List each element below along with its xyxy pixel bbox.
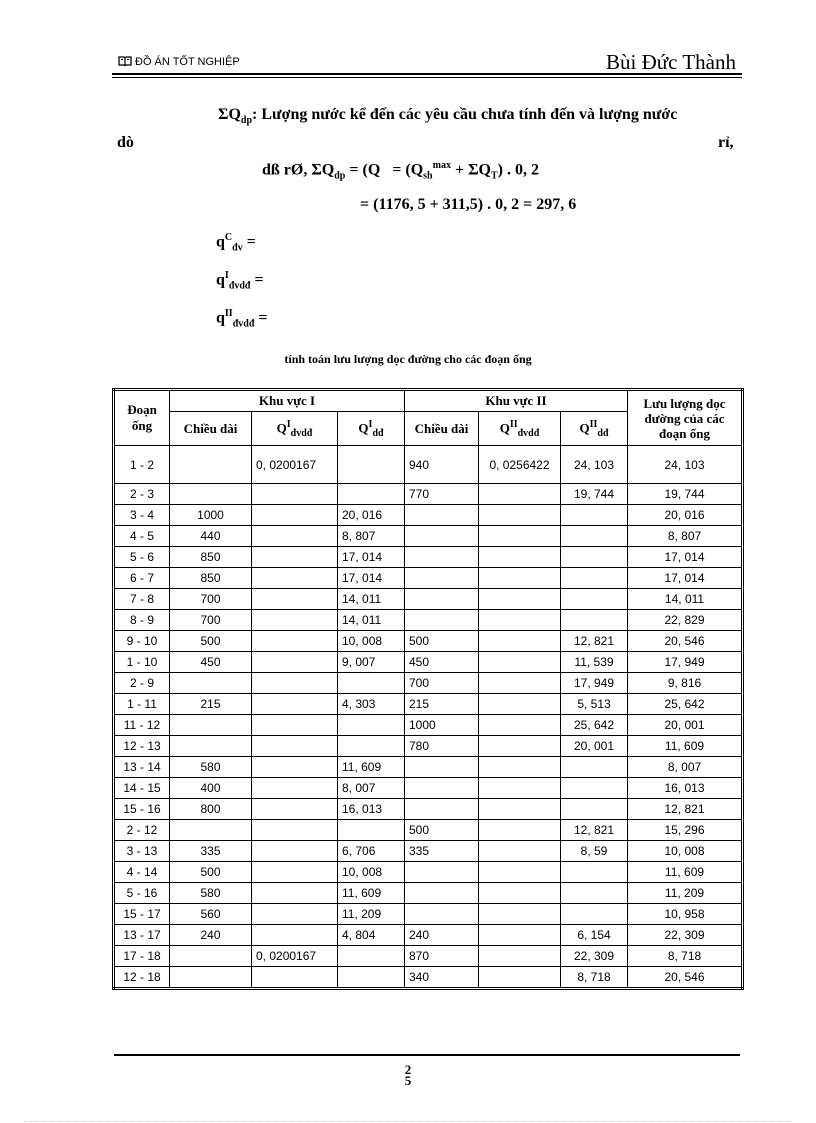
flow-table <box>112 388 744 990</box>
cell-total: 11, 609 <box>628 862 743 883</box>
table-row <box>114 547 743 568</box>
cell-q2-unit <box>479 547 561 568</box>
cell-length-2 <box>405 757 479 778</box>
cell-q2-unit <box>479 505 561 526</box>
cell-q1-unit <box>252 652 338 673</box>
cell-total: 11, 609 <box>628 736 743 757</box>
cell-q1-unit <box>252 610 338 631</box>
col-header-zone-2: Khu vực II <box>405 390 628 412</box>
header-author: Bùi Đức Thành <box>606 50 736 74</box>
paragraph-line-2-right: rỉ, <box>718 134 734 151</box>
cell-length-2 <box>405 505 479 526</box>
cell-q2 <box>561 883 628 904</box>
cell-length-1: 700 <box>170 610 252 631</box>
col-header-length-2: Chiều dài <box>405 412 479 446</box>
table-row <box>114 862 743 883</box>
cell-total: 20, 546 <box>628 631 743 652</box>
cell-segment: 12 - 18 <box>114 967 170 989</box>
cell-total: 8, 807 <box>628 526 743 547</box>
cell-length-1: 240 <box>170 925 252 946</box>
cell-length-2: 940 <box>405 446 479 484</box>
eq1-part-d: ) . 0, 2 <box>497 161 539 179</box>
cell-length-2: 240 <box>405 925 479 946</box>
cell-q2 <box>561 505 628 526</box>
table-row <box>114 526 743 547</box>
cell-q1-unit <box>252 568 338 589</box>
cell-q1: 11, 609 <box>338 883 405 904</box>
cell-q2-unit <box>479 484 561 505</box>
page-number-bottom: 5 <box>404 1073 412 1088</box>
cell-length-2: 215 <box>405 694 479 715</box>
cell-q1: 17, 014 <box>338 568 405 589</box>
cell-q2-unit <box>479 883 561 904</box>
table-row <box>114 568 743 589</box>
equation-2: = (1176, 5 + 311,5) . 0, 2 = 297, 6 <box>360 196 577 213</box>
cell-q1: 11, 209 <box>338 904 405 925</box>
cell-segment: 5 - 16 <box>114 883 170 904</box>
col-header-q2-unit: $Q^{II}_{đvdđ}$ <box>479 412 561 446</box>
cell-q2 <box>561 799 628 820</box>
eq1-part-a: dß rØ, ΣQ <box>262 161 335 179</box>
cell-total: 9, 816 <box>628 673 743 694</box>
cell-length-1: 500 <box>170 631 252 652</box>
table-row <box>114 505 743 526</box>
cell-length-2: 780 <box>405 736 479 757</box>
cell-segment: 15 - 16 <box>114 799 170 820</box>
cell-q2-unit <box>479 568 561 589</box>
cell-q1: 8, 807 <box>338 526 405 547</box>
q2-sub: đvdđ <box>228 280 251 292</box>
cell-q2: 11, 539 <box>561 652 628 673</box>
col-header-q1: $Q^I_{dđ}$ <box>338 412 405 446</box>
q2-eq: = <box>250 271 264 289</box>
cell-length-1: 1000 <box>170 505 252 526</box>
cell-length-1 <box>170 736 252 757</box>
table-row <box>114 484 743 505</box>
cell-total: 8, 718 <box>628 946 743 967</box>
cell-q2 <box>561 589 628 610</box>
col-header-q1-unit: $Q^I_{đvdđ}$ <box>252 412 338 446</box>
col-header-length-1: Chiều dài <box>170 412 252 446</box>
cell-total: 8, 007 <box>628 757 743 778</box>
cell-q1 <box>338 736 405 757</box>
cell-q1-unit: 0, 0200167 <box>252 946 338 967</box>
table-row <box>114 904 743 925</box>
q1-eq: = <box>242 233 256 251</box>
table-row <box>114 652 743 673</box>
q1-sup: C <box>224 232 233 243</box>
cell-total: 10, 008 <box>628 841 743 862</box>
table-row <box>114 736 743 757</box>
cell-length-1: 440 <box>170 526 252 547</box>
cell-segment: 11 - 12 <box>114 715 170 736</box>
col-header-q2: $Q^{II}_{dđ}$ <box>561 412 628 446</box>
cell-total: 22, 309 <box>628 925 743 946</box>
cell-segment: 2 - 9 <box>114 673 170 694</box>
cell-total: 20, 546 <box>628 967 743 989</box>
cell-length-1 <box>170 484 252 505</box>
table-row <box>114 610 743 631</box>
cell-q2-unit <box>479 925 561 946</box>
cell-length-2 <box>405 883 479 904</box>
book-icon <box>118 56 132 66</box>
cell-length-2 <box>405 862 479 883</box>
cell-q1-unit <box>252 904 338 925</box>
cell-segment: 14 - 15 <box>114 778 170 799</box>
cell-q2 <box>561 904 628 925</box>
table-caption: tính toán lưu lượng dọc đường cho các đoạn ống <box>284 352 532 366</box>
cell-length-1: 700 <box>170 589 252 610</box>
header-title-text: ĐỒ ÁN TỐT NGHIỆP <box>135 56 240 68</box>
q3-base: q <box>216 309 225 327</box>
cell-q2: 19, 744 <box>561 484 628 505</box>
cell-q1-unit <box>252 778 338 799</box>
col-header-segment: Đoạn ống <box>114 390 170 446</box>
sub-dp: dp <box>240 115 253 127</box>
cell-length-1 <box>170 967 252 989</box>
cell-q2: 22, 309 <box>561 946 628 967</box>
cell-length-2 <box>405 904 479 925</box>
eq1-sub-sh: sh <box>423 170 433 182</box>
cell-total: 20, 016 <box>628 505 743 526</box>
page-number <box>0 1064 816 1086</box>
table-row <box>114 715 743 736</box>
cell-length-2: 500 <box>405 631 479 652</box>
footer-rule <box>114 1054 740 1056</box>
cell-q2: 6, 154 <box>561 925 628 946</box>
cell-q1-unit <box>252 631 338 652</box>
sigma-q: ΣQ <box>218 106 241 123</box>
cell-length-1 <box>170 715 252 736</box>
cell-segment: 9 - 10 <box>114 631 170 652</box>
cell-total: 19, 744 <box>628 484 743 505</box>
q3-sup: II <box>224 308 233 319</box>
eq1-part-c: + ΣQ <box>450 161 491 179</box>
cell-q1: 8, 007 <box>338 778 405 799</box>
cell-q2: 20, 001 <box>561 736 628 757</box>
cell-q1-unit <box>252 715 338 736</box>
cell-length-2 <box>405 526 479 547</box>
cell-q2: 8, 59 <box>561 841 628 862</box>
cell-q2-unit <box>479 862 561 883</box>
table-row <box>114 589 743 610</box>
cell-total: 17, 014 <box>628 568 743 589</box>
cell-segment: 4 - 5 <box>114 526 170 547</box>
cell-q2: 8, 718 <box>561 967 628 989</box>
eq1-sup-max: max <box>432 160 451 171</box>
table-row <box>114 673 743 694</box>
cell-q1-unit <box>252 841 338 862</box>
cell-length-2: 335 <box>405 841 479 862</box>
cell-length-1: 215 <box>170 694 252 715</box>
cell-length-2 <box>405 568 479 589</box>
cell-q2-unit <box>479 652 561 673</box>
cell-q2 <box>561 526 628 547</box>
cell-q1: 4, 303 <box>338 694 405 715</box>
q-dvdd-1-line <box>216 270 264 292</box>
cell-total: 17, 949 <box>628 652 743 673</box>
cell-segment: 4 - 14 <box>114 862 170 883</box>
cell-q1: 14, 011 <box>338 589 405 610</box>
page-bottom-border <box>24 1121 792 1122</box>
cell-length-2 <box>405 799 479 820</box>
cell-q1 <box>338 715 405 736</box>
cell-q1-unit <box>252 694 338 715</box>
cell-length-1: 560 <box>170 904 252 925</box>
table-row <box>114 799 743 820</box>
cell-length-2: 1000 <box>405 715 479 736</box>
cell-segment: 13 - 14 <box>114 757 170 778</box>
cell-length-1: 400 <box>170 778 252 799</box>
cell-q1: 16, 013 <box>338 799 405 820</box>
cell-q1-unit <box>252 673 338 694</box>
cell-q1: 10, 008 <box>338 862 405 883</box>
cell-q2-unit: 0, 0256422 <box>479 446 561 484</box>
table-row <box>114 820 743 841</box>
cell-q1-unit: 0, 0200167 <box>252 446 338 484</box>
cell-segment: 3 - 4 <box>114 505 170 526</box>
cell-q2 <box>561 757 628 778</box>
cell-q1-unit <box>252 547 338 568</box>
equation-1 <box>262 160 539 182</box>
cell-q2 <box>561 547 628 568</box>
cell-q1-unit <box>252 757 338 778</box>
q2-base: q <box>216 271 225 289</box>
cell-q1 <box>338 967 405 989</box>
cell-segment: 17 - 18 <box>114 946 170 967</box>
cell-length-2 <box>405 778 479 799</box>
cell-q2-unit <box>479 715 561 736</box>
q-dv-line <box>216 232 256 254</box>
cell-segment: 5 - 6 <box>114 547 170 568</box>
cell-q1-unit <box>252 589 338 610</box>
cell-length-2 <box>405 589 479 610</box>
q2-sup: I <box>224 270 229 281</box>
table-row <box>114 967 743 989</box>
cell-q1-unit <box>252 820 338 841</box>
cell-length-2: 770 <box>405 484 479 505</box>
table-row <box>114 925 743 946</box>
cell-q2-unit <box>479 736 561 757</box>
cell-segment: 2 - 12 <box>114 820 170 841</box>
cell-segment: 15 - 17 <box>114 904 170 925</box>
header-title <box>118 56 240 68</box>
cell-length-2: 700 <box>405 673 479 694</box>
cell-q2: 5, 513 <box>561 694 628 715</box>
eq1-part-b: = (Q = (Q <box>345 161 424 179</box>
table-row <box>114 778 743 799</box>
cell-total: 22, 829 <box>628 610 743 631</box>
table-row <box>114 757 743 778</box>
cell-length-1: 800 <box>170 799 252 820</box>
cell-q1-unit <box>252 736 338 757</box>
cell-q2: 12, 821 <box>561 631 628 652</box>
cell-segment: 1 - 2 <box>114 446 170 484</box>
page-number-top: 2 <box>404 1062 412 1077</box>
cell-length-2: 500 <box>405 820 479 841</box>
cell-length-1: 335 <box>170 841 252 862</box>
cell-total: 25, 642 <box>628 694 743 715</box>
cell-total: 11, 209 <box>628 883 743 904</box>
cell-q2 <box>561 778 628 799</box>
cell-total: 20, 001 <box>628 715 743 736</box>
cell-total: 16, 013 <box>628 778 743 799</box>
table-row <box>114 841 743 862</box>
cell-q1: 11, 609 <box>338 757 405 778</box>
cell-length-2 <box>405 610 479 631</box>
cell-q2 <box>561 610 628 631</box>
cell-length-1: 450 <box>170 652 252 673</box>
table-row <box>114 694 743 715</box>
cell-total: 24, 103 <box>628 446 743 484</box>
cell-total: 15, 296 <box>628 820 743 841</box>
cell-segment: 3 - 13 <box>114 841 170 862</box>
table-row <box>114 946 743 967</box>
cell-q1-unit <box>252 967 338 989</box>
cell-q2-unit <box>479 820 561 841</box>
cell-q2-unit <box>479 778 561 799</box>
cell-q2-unit <box>479 799 561 820</box>
cell-q1-unit <box>252 484 338 505</box>
cell-q1 <box>338 820 405 841</box>
cell-total: 17, 014 <box>628 547 743 568</box>
cell-length-2 <box>405 547 479 568</box>
cell-q1-unit <box>252 799 338 820</box>
q3-sub: đvdđ <box>232 318 255 330</box>
cell-q1: 6, 706 <box>338 841 405 862</box>
cell-total: 12, 821 <box>628 799 743 820</box>
cell-length-1: 850 <box>170 547 252 568</box>
cell-length-1: 580 <box>170 757 252 778</box>
table-row <box>114 446 743 484</box>
col-header-zone-1: Khu vực I <box>170 390 405 412</box>
cell-q2: 17, 949 <box>561 673 628 694</box>
cell-q1 <box>338 946 405 967</box>
cell-q1-unit <box>252 526 338 547</box>
cell-total: 14, 011 <box>628 589 743 610</box>
cell-q2-unit <box>479 631 561 652</box>
cell-q1 <box>338 484 405 505</box>
cell-q1: 4, 804 <box>338 925 405 946</box>
cell-q1: 17, 014 <box>338 547 405 568</box>
cell-q2-unit <box>479 673 561 694</box>
cell-q2-unit <box>479 841 561 862</box>
col-header-total: Lưu lượng dọc đường của các đoạn ống <box>628 390 743 446</box>
cell-length-2: 450 <box>405 652 479 673</box>
cell-q2-unit <box>479 694 561 715</box>
cell-q2: 24, 103 <box>561 446 628 484</box>
cell-q2 <box>561 568 628 589</box>
cell-segment: 7 - 8 <box>114 589 170 610</box>
cell-length-1: 850 <box>170 568 252 589</box>
q1-base: q <box>216 233 225 251</box>
table-body <box>114 446 743 989</box>
page-header <box>118 46 740 74</box>
cell-q2: 12, 821 <box>561 820 628 841</box>
cell-q2-unit <box>479 904 561 925</box>
cell-length-1 <box>170 820 252 841</box>
header-rule <box>112 73 742 78</box>
cell-q1: 10, 008 <box>338 631 405 652</box>
cell-q2-unit <box>479 967 561 989</box>
table-row <box>114 883 743 904</box>
eq1-sub-t: T <box>490 170 498 182</box>
cell-length-2: 340 <box>405 967 479 989</box>
cell-q1-unit <box>252 883 338 904</box>
cell-segment: 1 - 10 <box>114 652 170 673</box>
table-row <box>114 631 743 652</box>
cell-segment: 2 - 3 <box>114 484 170 505</box>
cell-length-1 <box>170 946 252 967</box>
cell-q1-unit <box>252 925 338 946</box>
cell-segment: 13 - 17 <box>114 925 170 946</box>
cell-q2 <box>561 862 628 883</box>
cell-q1 <box>338 673 405 694</box>
cell-q1-unit <box>252 862 338 883</box>
cell-length-1 <box>170 446 252 484</box>
eq1-sub-dp: dp <box>334 170 346 182</box>
cell-q1-unit <box>252 505 338 526</box>
cell-segment: 12 - 13 <box>114 736 170 757</box>
cell-q1: 20, 016 <box>338 505 405 526</box>
q3-eq: = <box>254 309 268 327</box>
q1-sub: đv <box>232 242 243 254</box>
cell-length-1 <box>170 673 252 694</box>
cell-q1: 9, 007 <box>338 652 405 673</box>
cell-q2-unit <box>479 526 561 547</box>
cell-q2: 25, 642 <box>561 715 628 736</box>
cell-segment: 1 - 11 <box>114 694 170 715</box>
cell-length-1: 500 <box>170 862 252 883</box>
cell-segment: 8 - 9 <box>114 610 170 631</box>
cell-q2-unit <box>479 589 561 610</box>
cell-length-1: 580 <box>170 883 252 904</box>
q-dvdd-2-line <box>216 308 268 330</box>
paragraph-line-2-left: dò <box>117 134 134 151</box>
cell-length-2: 870 <box>405 946 479 967</box>
cell-segment: 6 - 7 <box>114 568 170 589</box>
cell-q2-unit <box>479 610 561 631</box>
paragraph-line-1 <box>218 106 677 126</box>
cell-q2-unit <box>479 757 561 778</box>
cell-q1 <box>338 446 405 484</box>
line1-text: : Lượng nước kể đến các yêu cầu chưa tính đến và lượng nước <box>252 106 678 123</box>
cell-total: 10, 958 <box>628 904 743 925</box>
cell-q2-unit <box>479 946 561 967</box>
cell-q1: 14, 011 <box>338 610 405 631</box>
